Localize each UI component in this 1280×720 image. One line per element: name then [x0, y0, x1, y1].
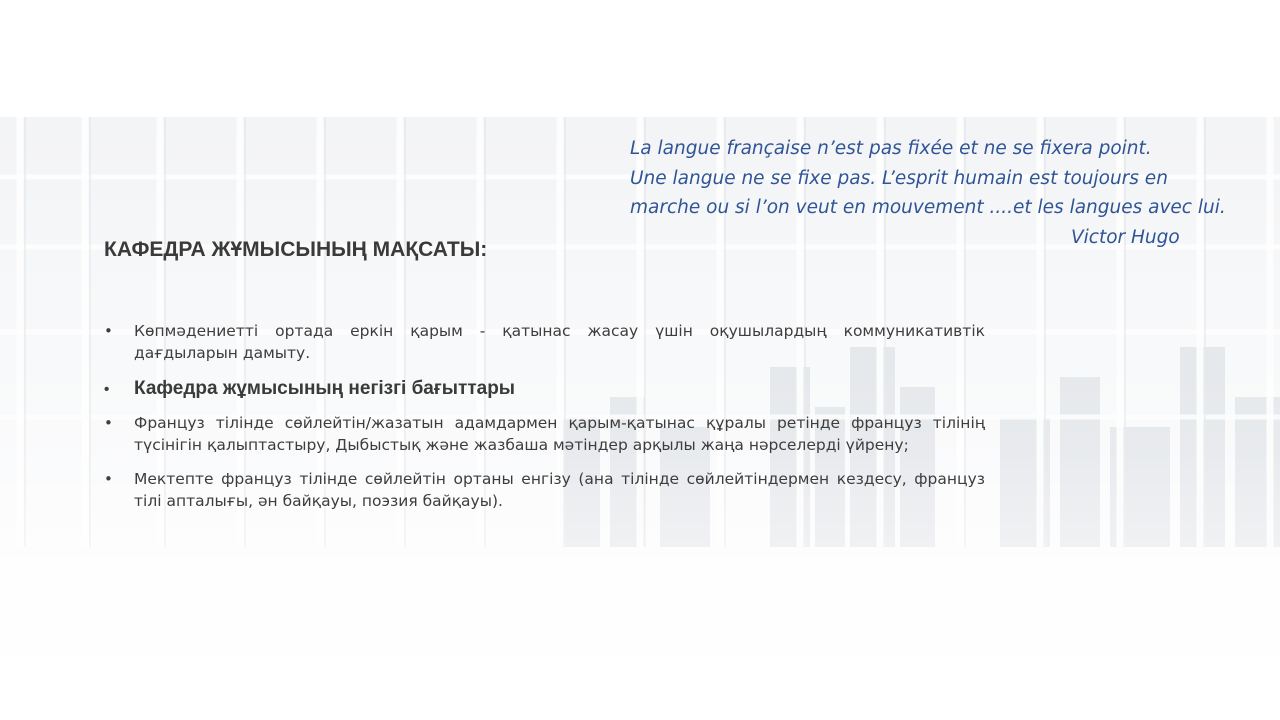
quote-line-1: La langue française n’est pas fixée et ne se fixera point. — [630, 138, 1152, 159]
bullet-icon: • — [104, 414, 113, 432]
bullet-text: Мектепте француз тілінде сөйлейтін ортаны енгізу (ана тілінде сөйлейтіндермен кездесу, француз тілі апталығы, ән байқауы, поэзия байқауы). — [134, 470, 985, 510]
bullet-text: Кафедра жұмысының негізгі бағыттары — [134, 378, 516, 399]
bullet-icon: • — [104, 470, 113, 488]
quote-line-2: Une langue ne se fixe pas. L’esprit humain est toujours en — [630, 167, 1168, 189]
bullet-icon: • — [104, 381, 110, 398]
quote-author: Victor Hugo — [1071, 226, 1180, 248]
bullet-item-french-environment — [104, 468, 985, 512]
victor-hugo-quote — [630, 134, 1270, 252]
slide-heading: КАФЕДРА ЖҰМЫСЫНЫҢ МАҚСАТЫ: — [104, 238, 488, 261]
bullet-text: Француз тілінде сөйлейтін/жазатын адамдармен қарым-қатынас құралы ретінде француз тілінің түсінігін қалыптастыру, Дыбыстық және жазбаша мәтіндер арқылы жаңа нәрселерді үйрену; — [134, 414, 985, 454]
goals-bullet-list — [104, 320, 985, 524]
bullet-text: Көпмәдениетті ортада еркін қарым - қатынас жасау үшін оқушылардың коммуникативтік дағдыларын дамыту. — [134, 322, 985, 362]
bullet-item-language-understanding — [104, 412, 985, 456]
bullet-item-main-directions — [104, 376, 985, 402]
bullet-item-communication-skills — [104, 320, 985, 364]
quote-line-3: marche ou si l’on veut en mouvement ....et les langues avec lui. — [630, 197, 1226, 218]
bullet-icon: • — [104, 322, 113, 340]
